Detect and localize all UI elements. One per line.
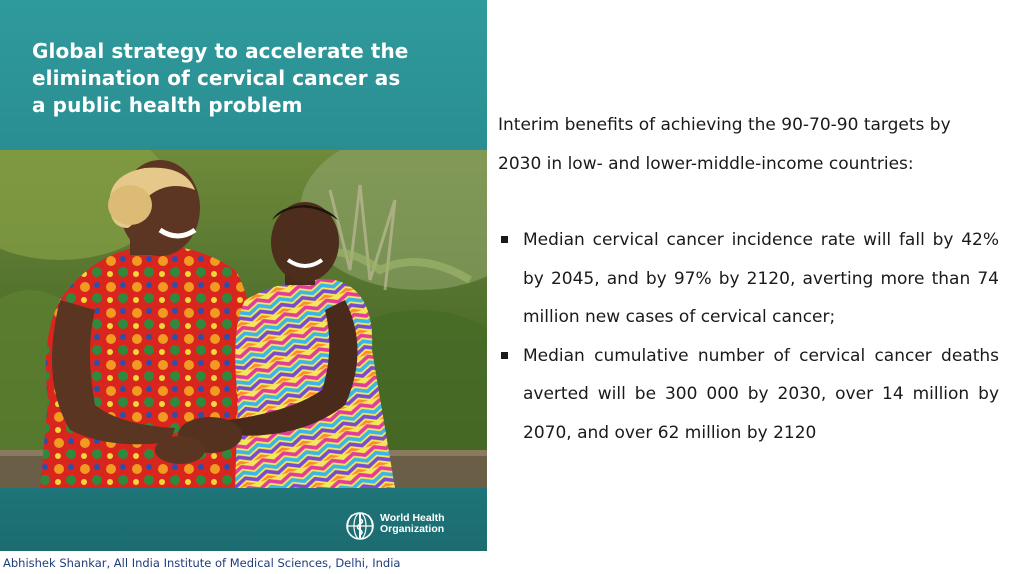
list-item [498,221,999,337]
who-wordmark-line: World Health [380,512,445,524]
cover-title-line: elimination of cervical cancer as [32,66,401,90]
slide-footer-credit: Abhishek Shankar, All India Institute of Medical Sciences, Delhi, India [3,556,401,570]
report-cover [0,0,487,551]
slide-body [498,106,999,452]
cover-title-line: a public health problem [32,93,303,117]
bullet-text: Median cervical cancer incidence rate will fall by 42% by 2045, and by 97% by 2120, averting more than 74 million new cases of cervical cancer; [523,230,999,327]
who-emblem-icon [344,510,376,542]
cover-title-line: Global strategy to accelerate the [32,39,409,63]
square-bullet-icon [501,352,508,359]
cover-title [32,38,462,119]
list-item [498,337,999,453]
cover-photo-mother-daughter [0,150,487,488]
who-wordmark-line: Organization [380,523,445,535]
benefits-list [498,221,999,452]
bullet-text: Median cumulative number of cervical cancer deaths averted will be 300 000 by 2030, over 14 million by 2070, and over 62 million by 2120 [523,345,999,443]
who-wordmark [380,513,445,535]
intro-paragraph: Interim benefits of achieving the 90-70-90 targets by 2030 in low- and lower-middle-income countries: [498,115,951,174]
square-bullet-icon [501,236,508,243]
